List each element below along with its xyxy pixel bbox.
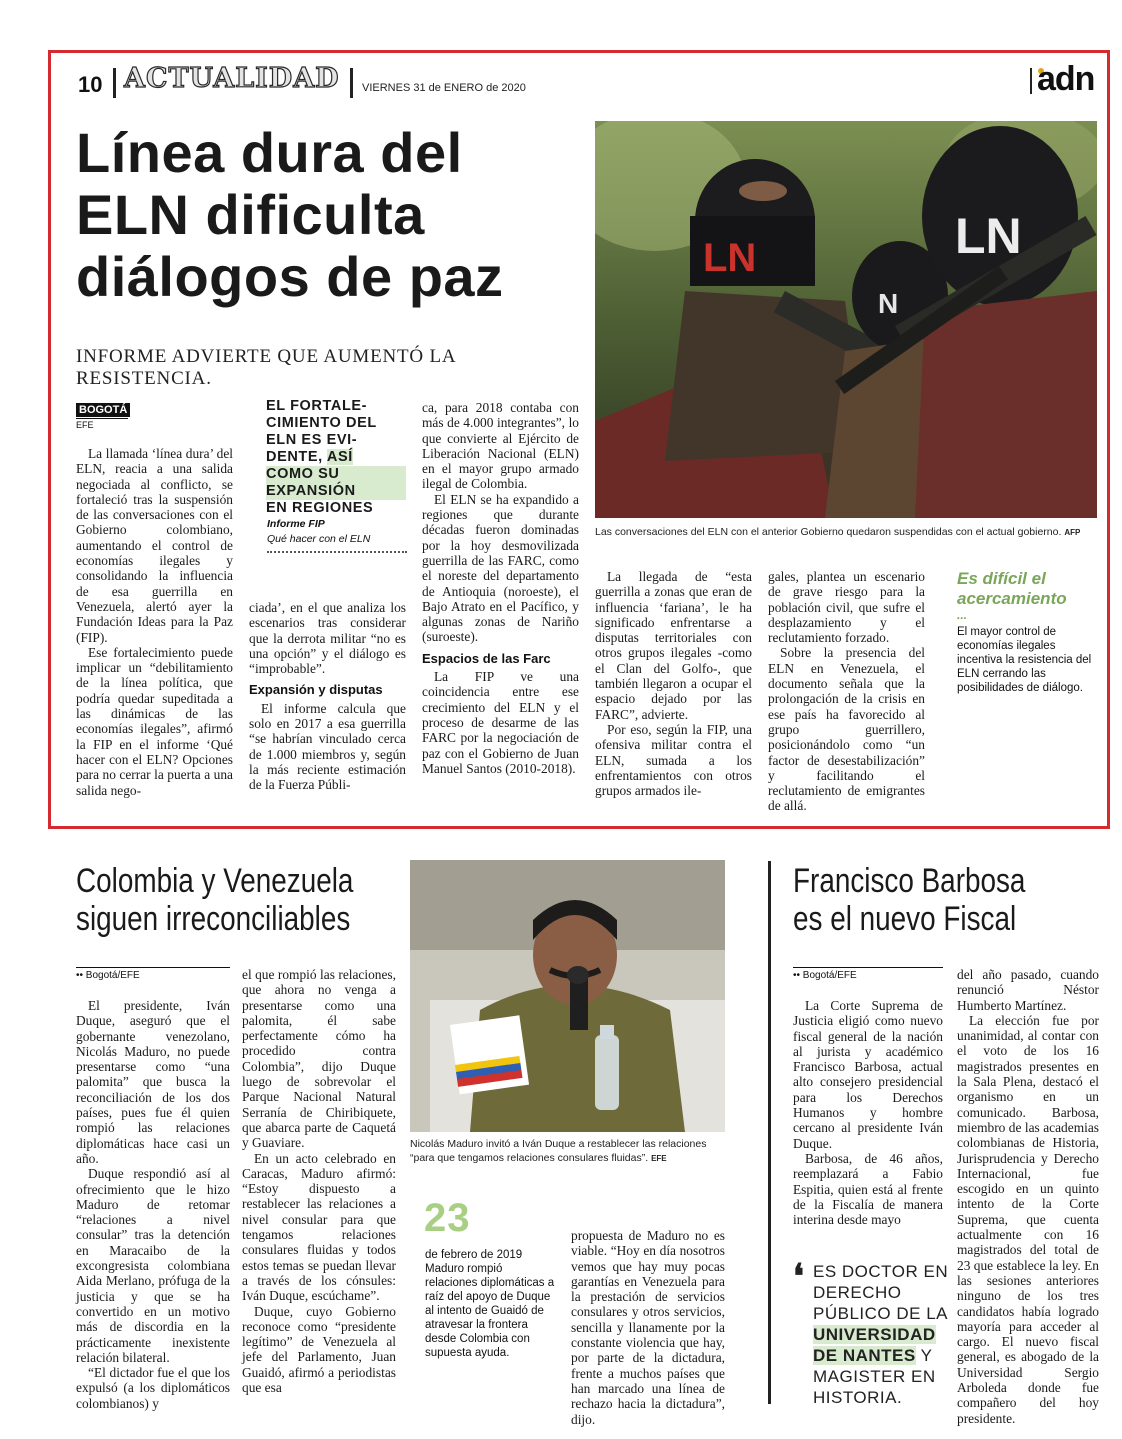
page-number: 10 <box>78 72 103 97</box>
svg-text:N: N <box>878 288 899 319</box>
dateline-place: BOGOTÁ <box>76 403 130 417</box>
quote-mark-icon: ❛ <box>793 1257 804 1297</box>
highlight-number-text: de febrero de 2019 Maduro rompió relaciones diplomáticas a raíz del apoyo de Duque al intento de Guaidó de atravesar la frontera desde Colombia con supuesta ayuda. <box>425 1249 555 1359</box>
sidebar-dots: ... <box>957 608 968 622</box>
eln-photo <box>595 121 1097 518</box>
svg-text:LN: LN <box>955 208 1022 264</box>
photo-caption: Las conversaciones del ELN con el anterior Gobierno quedaron suspendidas con el actual gobierno. AFP <box>595 526 1081 538</box>
sidebar-box <box>957 569 1092 695</box>
dateline-agency: EFE <box>76 418 128 430</box>
story2-column-2: el que rompió las relaciones, que ahora no venga a presentarse como una palomita, él sabe perfectamente cómo ha procedido contra Colombia”, dijo Duque luego de sobrevolar el Parque Nacional Natural Serranía de Chiribiquete, que abarca parte de Caquetá y Guaviare. En un acto celebrado en Caracas, Maduro afirmó: “Estoy dispuesto a restablecer las relaciones a nivel consular para que tengamos relaciones consulares fluidas y todos estos temas se puedan llevar a través de los cónsules: Iván Duque, escúchame”. Duque, cuyo Gobierno reconoce como “presidente legítimo” de Venezuela al jefe del Parlamento, Juan Guaidó, afirmó a periodistas que esa <box>242 967 396 1396</box>
issue-date: VIERNES 31 de ENERO de 2020 <box>362 82 526 94</box>
pull-quote-source-title: Qué hacer con el ELN <box>267 533 407 553</box>
story3-column-2: del año pasado, cuando renunció Néstor Humberto Martínez. La elección fue por unanimidad, al contar con el voto de los 16 magistrados presentes en la Sala Plena, destacó el organismo en un comunicado. Barbosa, miembro de las academias colombianas de Historia, Jurisprudencia y Derecho Internacional, fue escogido en un quinto intento de la Corte Suprema, que cuenta actualmente con 16 magistrados del total de 23 que establece la ley. En las sesiones anteriores ninguno de los tres candidatos había logrado mayoría para acceder al cargo. El nuevo fiscal general, es abogado de la Universidad Sergio Arboleda donde fue compañero del hoy presidente. <box>957 967 1099 1426</box>
story-column-5: gales, plantea un escenario de grave riesgo para la población civil, que sufre el desplazamiento y el reclutamiento forzado. Sobre la presencia del ELN en Venezuela, el documento señala que la prolongación de la crisis en ese país ha favorecido al grupo guerrillero, posicionándolo como “un factor de desestabilización” y facilitando el reclutamiento de emigrantes de allá. <box>768 569 925 814</box>
story-column-4: La llegada de “esta guerrilla a zonas que eran de influencia ‘fariana’, le ha significado enfrentarse a disputas territoriales con otros grupos ilegales -como el Clan del Golfo-, que también llegaron a ocupar el espacio dejado por las FARC”, advierte. Por eso, según la FIP, una ofensiva militar contra el ELN, sumada a los enfrentamientos con otros grupos armados ile- <box>595 569 752 799</box>
sidebar-title: Es difícil el acercamiento <box>957 569 1067 608</box>
story2-headline: Colombia y Venezuela siguen irreconciliables <box>76 862 354 938</box>
story2-column-4: propuesta de Maduro no es viable. “Hoy en día nosotros vemos que hay muy pocas garantías en Venezuela para la prestación de servicios consulares y otros servicios, sencilla y llanamente por la constante violencia que hay, por parte de la dictadura, frente a muchos países que han marcado una línea de rechazo hacia la dictadura”, dijo. <box>571 1228 725 1427</box>
pull-quote: EL FORTALE- CIMIENTO DEL ELN ES EVI- DENTE, ASÍ COMO SU EXPANSIÓN EN REGIONES <box>266 398 406 517</box>
divider <box>113 68 116 98</box>
divider <box>1030 68 1032 94</box>
maduro-photo <box>410 860 725 1132</box>
quote-text: ES DOCTOR EN DERECHO PÚBLICO DE LA UNIVERSIDAD DE NANTES Y MAGISTER EN HISTORIA. <box>813 1262 949 1407</box>
divider <box>350 68 353 98</box>
story-column-1: La llamada ‘línea dura’ del ELN, reacia a una salida negociada al conflicto, se fortaleció tras la suspensión de las conversaciones con el Gobierno colombiano, aumentando el control de economías ilegales y consolidando la influencia de esa guerrilla en Venezuela, alertó ayer la Fundación Ideas para la Paz (FIP). Ese fortalecimiento puede implicar un “debilitamiento de la línea política, que podría quedar supeditada a las dinámicas de las economías ilegales”, afirmó la FIP en el informe ‘Qué hacer con el ELN? Opciones para no cerrar la puerta a una salida nego- <box>76 446 233 798</box>
section-title: ACTUALIDAD <box>124 63 340 94</box>
story-column-2: ciada’, en el que analiza los escenarios tras considerar que la derrota militar “no es una opción” y el diálogo es “improbable”. Expansión y disputas El informe calcula que solo en 2017 a esa guerrilla “se habrían vinculado cerca de 1.000 miembros y, según la más reciente estimación de la Fuerza Públi- <box>249 600 406 793</box>
story3-column-1: La Corte Suprema de Justicia eligió como nuevo fiscal general de la nación al jurista y académico Francisco Barbosa, actual alto consejero presidencial para los Derechos Humanos y hombre cercano al presidente Iván Duque. Barbosa, de 46 años, reemplazará a Fabio Espitia, quien está al frente de la Fiscalía de manera interina desde mayo <box>793 998 943 1228</box>
kicker: INFORME ADVIERTE QUE AUMENTÓ LA RESISTENCIA. <box>76 346 456 389</box>
highlight-number: 23 <box>424 1196 471 1240</box>
story3-headline: Francisco Barbosa es el nuevo Fiscal <box>793 862 1026 938</box>
story3-byline: •• Bogotá/EFE <box>793 967 943 981</box>
story2-photo-caption: Nicolás Maduro invitó a Iván Duque a restablecer las relaciones “para que tengamos relaciones consulares fluidas”. EFE <box>410 1138 707 1164</box>
story3-vertical-rule <box>768 861 771 1404</box>
story2-byline: •• Bogotá/EFE <box>76 967 230 981</box>
svg-text:LN: LN <box>703 236 757 280</box>
story-column-3: ca, para 2018 contaba con más de 4.000 integrantes”, lo que convierte al Ejército de Liberación Nacional (ELN) en el mayor grupo armado ilegal de Colombia. El ELN se ha expandido a regiones que durante décadas fueron dominadas por la hoy desmovilizada guerrilla de las FARC, como el noreste del departamento de Antioquia (noroeste), el Bajo Atrato en el Pacífico, y algunas zonas de Nariño (suroeste). Espacios de las Farc La FIP ve una coincidencia entre ese crecimiento del ELN y el proceso de desarme de las FARC por la negociación de paz con el Gobierno de Juan Manuel Santos (2010-2018). <box>422 400 579 776</box>
story3-quote <box>793 1257 949 1417</box>
story2-column-1: El presidente, Iván Duque, aseguró que el gobernante venezolano, Nicolás Maduro, no puede presentarse como “una palomita” que busca la reconciliación de los dos países, pues fue él quien rompió las relaciones diplomáticas hace casi un año. Duque respondió así al ofrecimiento que le hizo Maduro de retomar “relaciones a nivel consular” tras la detención en Maracaibo de la excongresista colombiana Aida Merlano, prófuga de la justicia y que se ha convertido en un motivo más de discordia en la prácticamente inexistente relación bilateral. “El dictador fue el que los expulsó (a los diplomáticos colombianos) y <box>76 998 230 1411</box>
main-headline: Línea dura del ELN dificulta diálogos de paz <box>76 121 504 308</box>
pull-quote-source: Informe FIP <box>267 518 325 530</box>
sidebar-text: El mayor control de economías ilegales incentiva la resistencia del ELN cerrando las posibilidades de diálogo. <box>957 626 1092 694</box>
dateline <box>76 400 130 430</box>
brand-logo: adn <box>1037 60 1095 98</box>
